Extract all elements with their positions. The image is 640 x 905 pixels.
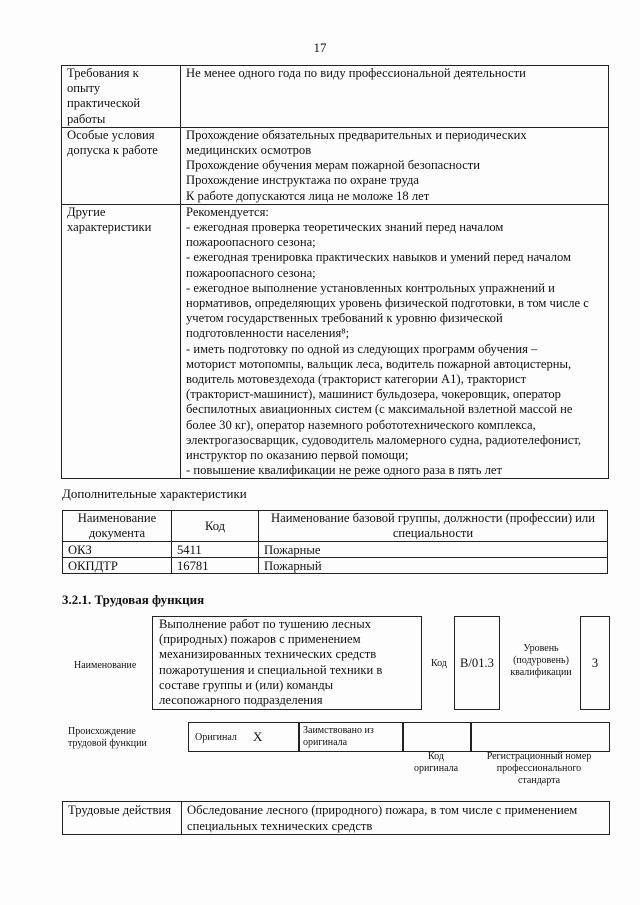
reg-number-cell (470, 722, 610, 752)
column-header: Наименование базовой группы, должности (профессии) или специальности (259, 511, 608, 542)
borrowed-label: Заимствовано из оригинала (303, 725, 374, 748)
page-number: 17 (313, 40, 327, 55)
table-cell: ОКПДТР (63, 558, 172, 574)
table-row (62, 127, 609, 204)
additional-title: Дополнительные характеристики (62, 486, 247, 501)
original-mark: X (253, 729, 263, 744)
actions-value: Обследование лесного (природного) пожара, в том числе с применением специальных технических средств (182, 802, 610, 835)
table-row (63, 802, 610, 835)
function-name-box: Выполнение работ по тушению лесных (природных) пожаров с применением механизированных технических средств пожаротушения и специальной техники в составе группы и (или) команды лесопожарного подразделения (152, 616, 422, 710)
requirements-table (61, 65, 609, 479)
row-label: Требования к опыту практической работы (62, 66, 181, 128)
table-row (62, 204, 609, 479)
table-row (62, 66, 609, 128)
level-box: 3 (580, 616, 610, 710)
row-value: Прохождение обязательных предварительных и периодических медицинских осмотров Прохождение обучения мерам пожарной безопасности Прохождение инструктажа по охране труда К работе допускаются лица не моложе 18 лет (181, 127, 609, 204)
actions-label: Трудовые действия (63, 802, 182, 835)
origin-label: Происхождение трудовой функции (68, 726, 147, 749)
row-label: Особые условия допуска к работе (62, 127, 181, 204)
original-cell (188, 722, 300, 752)
reg-number-caption: Регистрационный номер профессионального стандарта (486, 751, 592, 786)
table-row (63, 558, 608, 574)
labor-actions-table (62, 801, 610, 835)
row-value: Не менее одного года по виду профессиональной деятельности (181, 66, 609, 128)
table-cell: ОКЗ (63, 542, 172, 558)
table-row (63, 542, 608, 558)
name-label: Наименование (74, 660, 137, 671)
table-header-row (63, 511, 608, 542)
origin-code-caption: Код оригинала (413, 751, 459, 774)
original-label: Оригинал (195, 732, 237, 743)
column-header: Наименование документа (63, 511, 172, 542)
row-label: Другие характеристики (62, 204, 181, 479)
level-label: Уровень (подуровень) квалификации (510, 643, 572, 678)
table-cell: Пожарный (259, 558, 608, 574)
table-cell: 5411 (172, 542, 259, 558)
table-cell: 16781 (172, 558, 259, 574)
code-box: B/01.3 (454, 616, 500, 710)
table-cell: Пожарные (259, 542, 608, 558)
section-title: 3.2.1. Трудовая функция (62, 592, 205, 607)
origin-code-cell (402, 722, 472, 752)
borrowed-cell (298, 722, 404, 752)
column-header: Код (172, 511, 259, 542)
additional-table (62, 510, 608, 574)
code-label: Код (431, 658, 447, 669)
row-value: Рекомендуется: - ежегодная проверка теоретических знаний перед началом пожароопасного сезона; - ежегодная тренировка практических навыков и умений перед началом пожароопасного сезона; - ежегодное выполнение установленных контрольных упражнений и нормативов, определяющих уровень физической подготовки, в том числе с учетом государственных требований к уровню физической подготовленности населения⁸; - иметь подготовку по одной из следующих программ обучения – моторист мотопомпы, вальщик леса, водитель пожарной автоцистерны, водитель мотовездехода (тракторист категории А1), тракторист (тракторист-машинист), машинист бульдозера, чокеровщик, оператор беспилотных авиационных систем (с максимальной взлетной массой не более 30 кг), оператор наземного робототехнического комплекса, электрогазосварщик, судоводитель маломерного судна, радиотелефонист, инструктор по оказанию первой помощи; - повышение квалификации не реже одного раза в пять лет (181, 204, 609, 479)
